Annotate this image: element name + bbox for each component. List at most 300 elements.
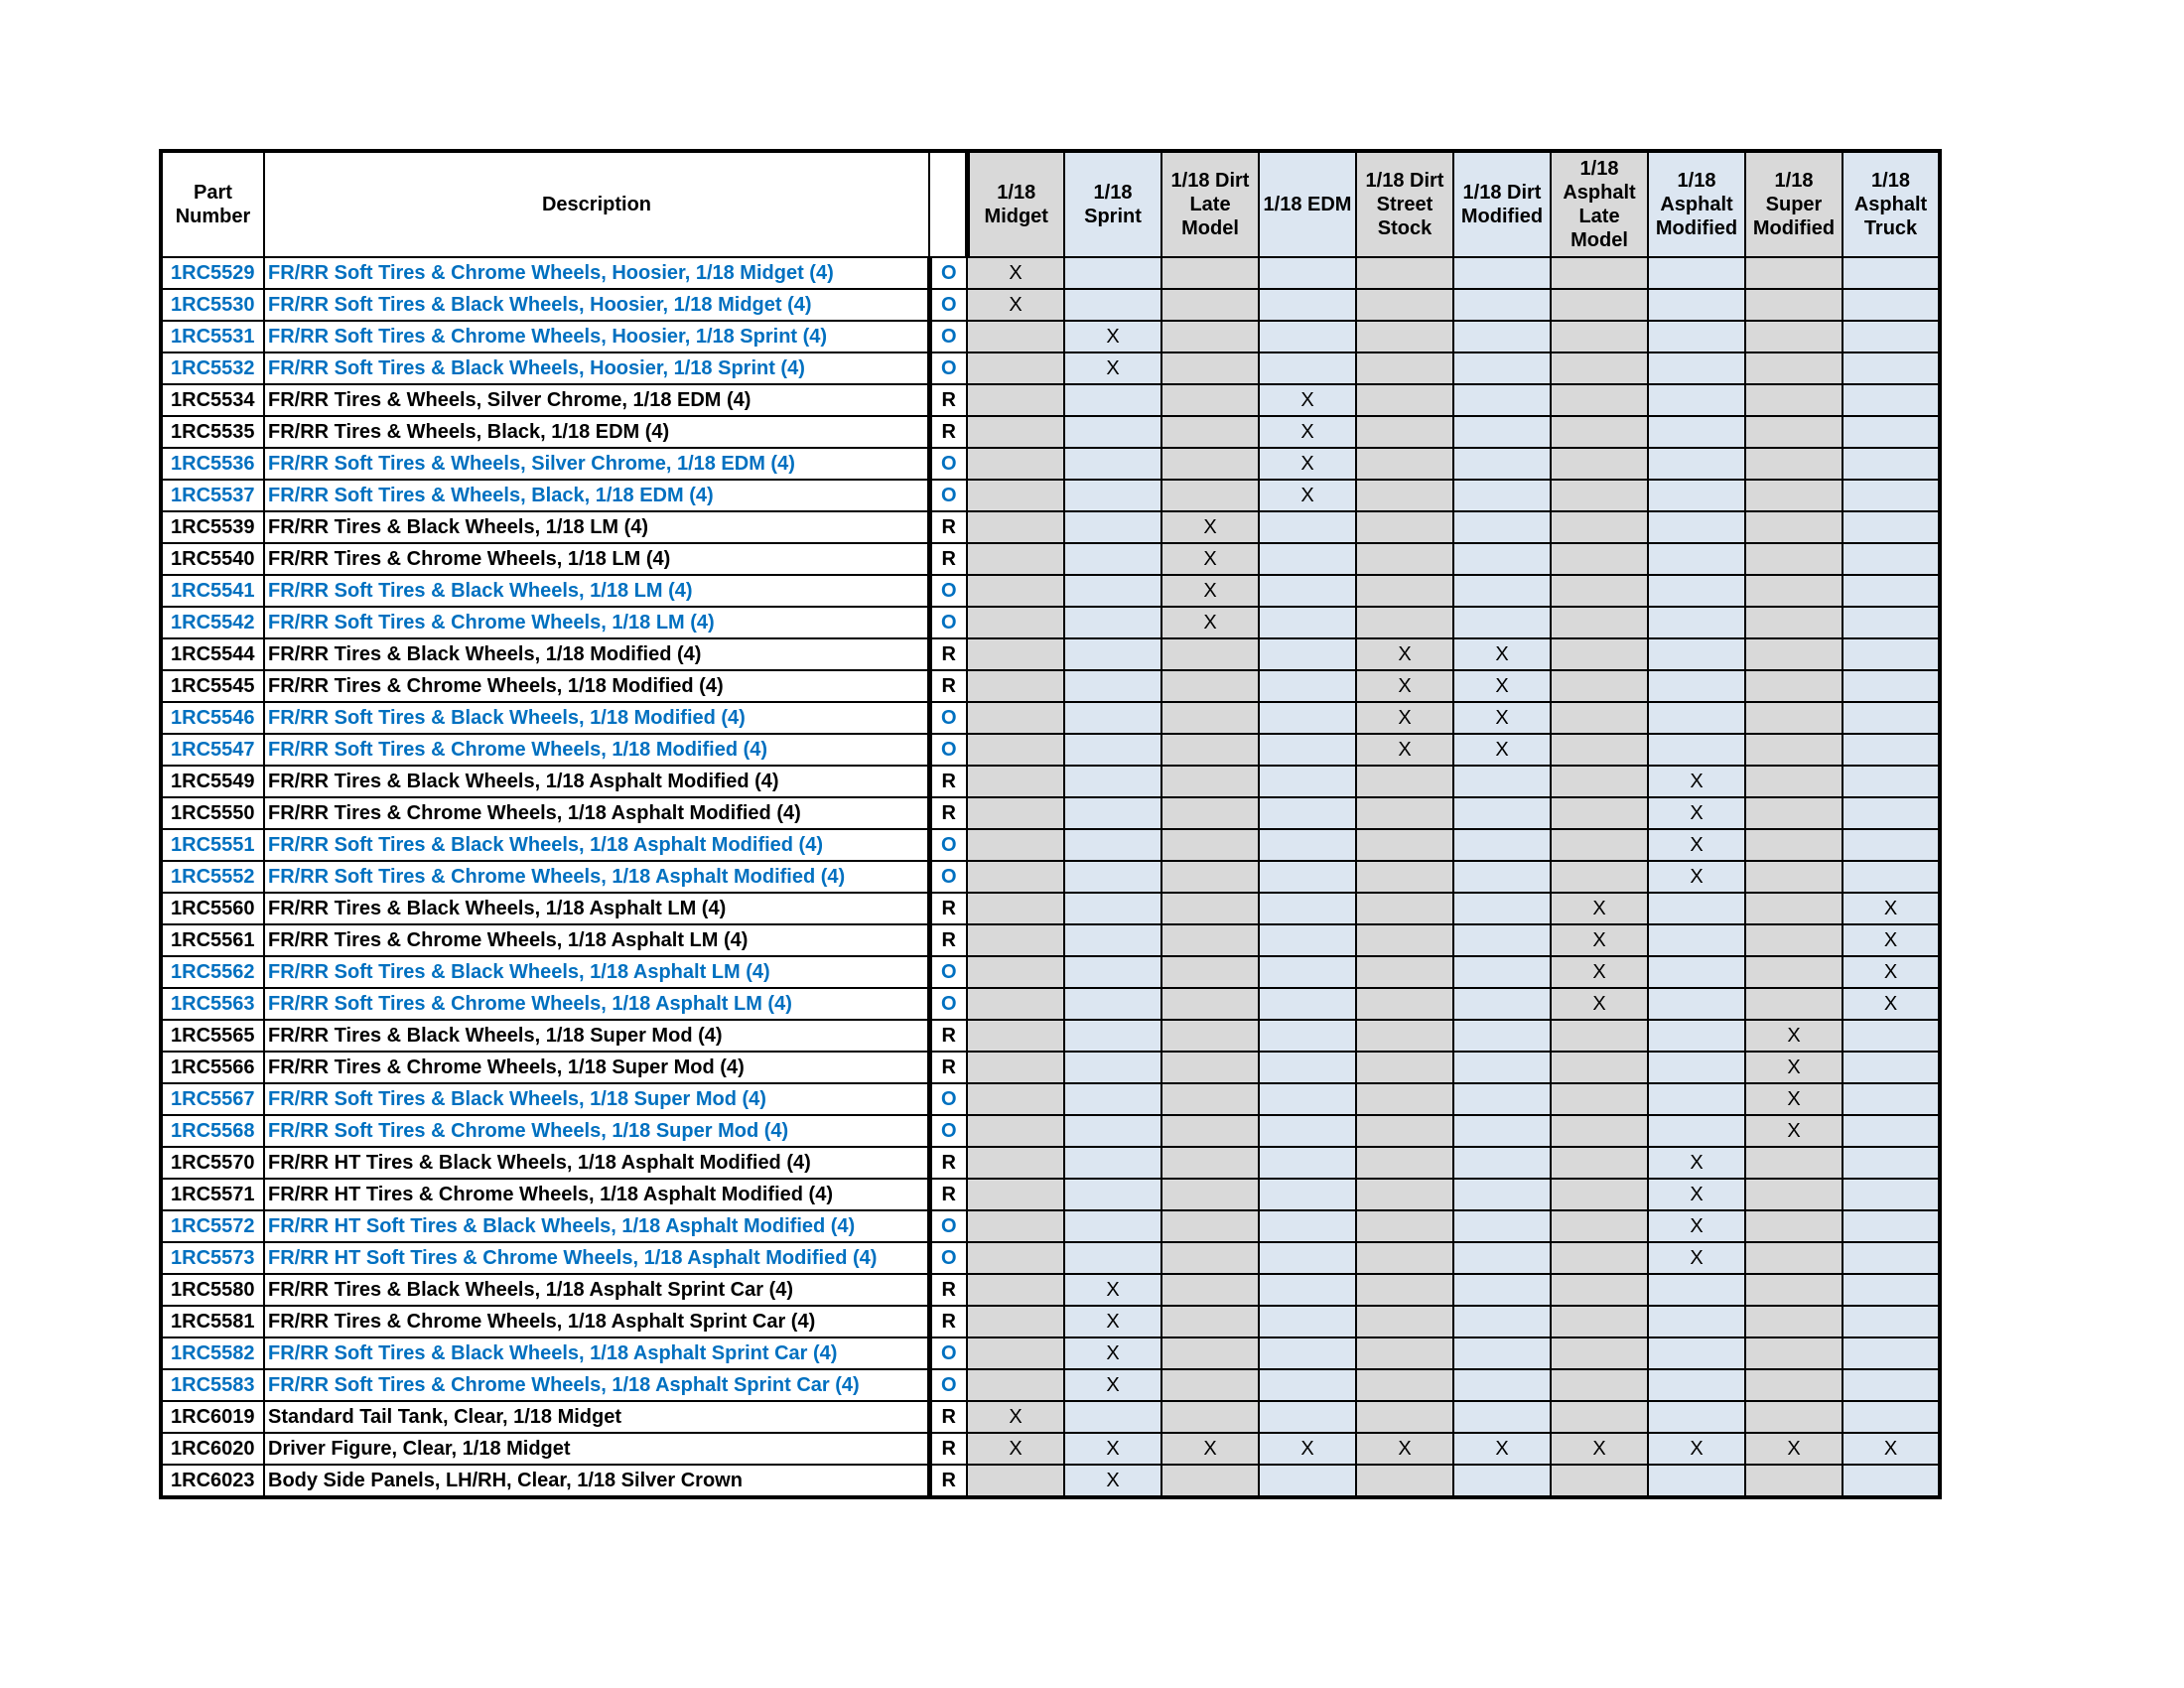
table-row [161, 734, 1940, 766]
compatibility-mark-cell [967, 416, 1064, 448]
compatibility-mark-cell [1259, 575, 1356, 607]
compatibility-mark-cell [1453, 511, 1551, 543]
compatibility-mark-cell: X [1064, 1274, 1161, 1306]
compatibility-mark-cell [1259, 543, 1356, 575]
table-row [161, 1210, 1940, 1242]
compatibility-mark-cell [1356, 257, 1453, 289]
compatibility-mark-cell [1648, 734, 1745, 766]
compatibility-mark-cell [1161, 1083, 1259, 1115]
compatibility-mark-cell [1551, 797, 1648, 829]
compatibility-mark-cell [1551, 1274, 1648, 1306]
table-row [161, 416, 1940, 448]
compatibility-mark-cell: X [1161, 575, 1259, 607]
compatibility-mark-cell [1161, 829, 1259, 861]
compatibility-mark-cell [1551, 257, 1648, 289]
compatibility-mark-cell [1745, 1306, 1843, 1337]
description-cell: FR/RR Tires & Chrome Wheels, 1/18 Asphalt LM (4) [264, 924, 929, 956]
description-cell: FR/RR HT Tires & Black Wheels, 1/18 Asphalt Modified (4) [264, 1147, 929, 1179]
compatibility-mark-cell [1356, 988, 1453, 1020]
compatibility-mark-cell [1551, 1401, 1648, 1433]
compatibility-mark-cell: X [1356, 670, 1453, 702]
code-cell: O [929, 1337, 967, 1369]
compatibility-mark-cell [1064, 448, 1161, 480]
compatibility-mark-cell [1356, 1020, 1453, 1052]
code-cell: R [929, 1465, 967, 1497]
table-row [161, 1147, 1940, 1179]
description-cell: Driver Figure, Clear, 1/18 Midget [264, 1433, 929, 1465]
code-cell: R [929, 416, 967, 448]
compatibility-mark-cell [1551, 1306, 1648, 1337]
description-cell: FR/RR Soft Tires & Chrome Wheels, 1/18 Super Mod (4) [264, 1115, 929, 1147]
compatibility-mark-cell: X [1648, 1179, 1745, 1210]
compatibility-mark-cell [1453, 893, 1551, 924]
table-row [161, 575, 1940, 607]
compatibility-mark-cell [1648, 352, 1745, 384]
table-row [161, 1465, 1940, 1497]
part-number-cell: 1RC5552 [161, 861, 264, 893]
compatibility-mark-cell [1745, 384, 1843, 416]
compatibility-mark-cell [1356, 829, 1453, 861]
compatibility-mark-cell [1745, 416, 1843, 448]
compatibility-mark-cell [1259, 607, 1356, 638]
column-header-asphalt-late-model: 1/18 Asphalt Late Model [1551, 151, 1648, 257]
compatibility-mark-cell [1259, 511, 1356, 543]
compatibility-mark-cell [1356, 1210, 1453, 1242]
compatibility-mark-cell [1745, 480, 1843, 511]
column-header-sprint: 1/18 Sprint [1064, 151, 1161, 257]
table-row [161, 1242, 1940, 1274]
compatibility-mark-cell [1843, 416, 1940, 448]
part-number-cell: 1RC5537 [161, 480, 264, 511]
table-row [161, 988, 1940, 1020]
code-header [929, 151, 967, 257]
compatibility-mark-cell [1551, 321, 1648, 352]
column-header-midget: 1/18 Midget [967, 151, 1064, 257]
compatibility-mark-cell [1745, 1401, 1843, 1433]
compatibility-mark-cell: X [1064, 1337, 1161, 1369]
column-header-dirt-modified: 1/18 Dirt Modified [1453, 151, 1551, 257]
compatibility-mark-cell [1843, 734, 1940, 766]
compatibility-mark-cell [1161, 384, 1259, 416]
compatibility-mark-cell [1551, 384, 1648, 416]
compatibility-mark-cell [1453, 956, 1551, 988]
compatibility-mark-cell [967, 797, 1064, 829]
compatibility-mark-cell [1453, 321, 1551, 352]
compatibility-mark-cell [1064, 1147, 1161, 1179]
description-cell: FR/RR HT Soft Tires & Black Wheels, 1/18 Asphalt Modified (4) [264, 1210, 929, 1242]
compatibility-mark-cell [1843, 289, 1940, 321]
part-number-cell: 1RC5550 [161, 797, 264, 829]
compatibility-mark-cell [967, 575, 1064, 607]
description-cell: FR/RR Soft Tires & Black Wheels, 1/18 Asphalt Modified (4) [264, 829, 929, 861]
compatibility-mark-cell [967, 321, 1064, 352]
description-cell: FR/RR Tires & Black Wheels, 1/18 Asphalt Modified (4) [264, 766, 929, 797]
compatibility-mark-cell [1453, 480, 1551, 511]
compatibility-mark-cell [967, 670, 1064, 702]
table-row [161, 1020, 1940, 1052]
compatibility-mark-cell [1161, 670, 1259, 702]
compatibility-mark-cell [1745, 607, 1843, 638]
compatibility-mark-cell [1259, 1369, 1356, 1401]
part-number-cell: 1RC5546 [161, 702, 264, 734]
compatibility-mark-cell [1064, 1115, 1161, 1147]
compatibility-mark-cell [1259, 924, 1356, 956]
table-row [161, 352, 1940, 384]
part-number-cell: 1RC5545 [161, 670, 264, 702]
compatibility-mark-cell [967, 924, 1064, 956]
compatibility-mark-cell [1356, 893, 1453, 924]
compatibility-mark-cell [1453, 1115, 1551, 1147]
compatibility-mark-cell: X [1648, 829, 1745, 861]
compatibility-mark-cell [1843, 543, 1940, 575]
compatibility-mark-cell: X [1648, 1433, 1745, 1465]
compatibility-mark-cell [1745, 1465, 1843, 1497]
compatibility-mark-cell [1453, 829, 1551, 861]
description-cell: FR/RR Tires & Black Wheels, 1/18 LM (4) [264, 511, 929, 543]
compatibility-mark-cell [1843, 384, 1940, 416]
description-cell: FR/RR Soft Tires & Black Wheels, Hoosier, 1/18 Midget (4) [264, 289, 929, 321]
compatibility-mark-cell [1161, 1369, 1259, 1401]
compatibility-mark-cell [1161, 1242, 1259, 1274]
compatibility-mark-cell [1356, 1083, 1453, 1115]
code-cell: O [929, 1369, 967, 1401]
compatibility-mark-cell [1745, 988, 1843, 1020]
compatibility-mark-cell [1356, 480, 1453, 511]
compatibility-mark-cell [1259, 289, 1356, 321]
part-number-cell: 1RC6019 [161, 1401, 264, 1433]
compatibility-mark-cell: X [1648, 1210, 1745, 1242]
compatibility-mark-cell [1356, 1306, 1453, 1337]
compatibility-mark-cell [1453, 1210, 1551, 1242]
part-number-cell: 1RC5532 [161, 352, 264, 384]
compatibility-mark-cell [1745, 702, 1843, 734]
compatibility-mark-cell [967, 734, 1064, 766]
compatibility-mark-cell [1551, 289, 1648, 321]
column-header-dirt-street-stock: 1/18 Dirt Street Stock [1356, 151, 1453, 257]
compatibility-mark-cell: X [1745, 1433, 1843, 1465]
compatibility-mark-cell [1453, 1369, 1551, 1401]
part-number-cell: 1RC5570 [161, 1147, 264, 1179]
compatibility-mark-cell [1161, 1179, 1259, 1210]
compatibility-mark-cell [1551, 1242, 1648, 1274]
compatibility-mark-cell [1453, 1337, 1551, 1369]
code-cell: R [929, 1052, 967, 1083]
compatibility-mark-cell [967, 956, 1064, 988]
compatibility-mark-cell: X [1259, 480, 1356, 511]
compatibility-mark-cell [1161, 480, 1259, 511]
part-number-cell: 1RC5583 [161, 1369, 264, 1401]
part-number-cell: 1RC5535 [161, 416, 264, 448]
description-cell: FR/RR Soft Tires & Black Wheels, 1/18 Asphalt Sprint Car (4) [264, 1337, 929, 1369]
compatibility-mark-cell [1259, 893, 1356, 924]
table-row [161, 511, 1940, 543]
compatibility-mark-cell [1453, 766, 1551, 797]
compatibility-mark-cell [1843, 321, 1940, 352]
description-cell: FR/RR Soft Tires & Wheels, Black, 1/18 EDM (4) [264, 480, 929, 511]
compatibility-mark-cell [1843, 1369, 1940, 1401]
code-cell: R [929, 1274, 967, 1306]
compatibility-mark-cell [1551, 1052, 1648, 1083]
table-row [161, 607, 1940, 638]
description-cell: FR/RR HT Soft Tires & Chrome Wheels, 1/18 Asphalt Modified (4) [264, 1242, 929, 1274]
description-cell: FR/RR Soft Tires & Chrome Wheels, 1/18 LM (4) [264, 607, 929, 638]
compatibility-mark-cell [1161, 1465, 1259, 1497]
compatibility-mark-cell: X [1551, 893, 1648, 924]
part-number-cell: 1RC6023 [161, 1465, 264, 1497]
compatibility-mark-cell [1064, 829, 1161, 861]
description-cell: FR/RR HT Tires & Chrome Wheels, 1/18 Asphalt Modified (4) [264, 1179, 929, 1210]
code-cell: O [929, 861, 967, 893]
table-row [161, 702, 1940, 734]
compatibility-mark-cell: X [1843, 1433, 1940, 1465]
column-header-asphalt-modified: 1/18 Asphalt Modified [1648, 151, 1745, 257]
compatibility-mark-cell [1843, 480, 1940, 511]
compatibility-mark-cell [967, 1052, 1064, 1083]
compatibility-mark-cell [1064, 1052, 1161, 1083]
table-row [161, 956, 1940, 988]
compatibility-mark-cell [1356, 384, 1453, 416]
table-row [161, 1306, 1940, 1337]
compatibility-mark-cell [1745, 1369, 1843, 1401]
compatibility-mark-cell [1161, 924, 1259, 956]
compatibility-mark-cell [1551, 829, 1648, 861]
compatibility-mark-cell [1064, 384, 1161, 416]
compatibility-mark-cell [1161, 734, 1259, 766]
table-row [161, 797, 1940, 829]
compatibility-mark-cell [1843, 1020, 1940, 1052]
compatibility-mark-cell [1648, 956, 1745, 988]
compatibility-mark-cell [1551, 670, 1648, 702]
compatibility-mark-cell [1064, 988, 1161, 1020]
compatibility-mark-cell [1259, 1115, 1356, 1147]
compatibility-mark-cell [1064, 1179, 1161, 1210]
compatibility-mark-cell [1745, 1337, 1843, 1369]
compatibility-mark-cell [1356, 1147, 1453, 1179]
compatibility-mark-cell: X [1745, 1083, 1843, 1115]
compatibility-mark-cell [1259, 1083, 1356, 1115]
compatibility-mark-cell [967, 702, 1064, 734]
compatibility-mark-cell [967, 861, 1064, 893]
compatibility-mark-cell [1259, 638, 1356, 670]
compatibility-mark-cell [1551, 416, 1648, 448]
part-number-cell: 1RC5540 [161, 543, 264, 575]
code-cell: O [929, 607, 967, 638]
compatibility-mark-cell [1453, 1083, 1551, 1115]
compatibility-mark-cell [1648, 480, 1745, 511]
compatibility-mark-cell [1648, 1083, 1745, 1115]
compatibility-mark-cell: X [1843, 956, 1940, 988]
table-row [161, 1401, 1940, 1433]
compatibility-mark-cell [1259, 1401, 1356, 1433]
description-cell: FR/RR Tires & Chrome Wheels, 1/18 Asphalt Modified (4) [264, 797, 929, 829]
compatibility-mark-cell [1551, 1465, 1648, 1497]
compatibility-mark-cell [1453, 289, 1551, 321]
compatibility-mark-cell [1453, 861, 1551, 893]
code-cell: O [929, 829, 967, 861]
compatibility-mark-cell: X [1064, 321, 1161, 352]
compatibility-mark-cell [1161, 1401, 1259, 1433]
compatibility-mark-cell [1064, 924, 1161, 956]
compatibility-mark-cell [1356, 543, 1453, 575]
code-cell: O [929, 988, 967, 1020]
compatibility-mark-cell [1453, 352, 1551, 384]
part-number-cell: 1RC5560 [161, 893, 264, 924]
part-number-cell: 1RC5580 [161, 1274, 264, 1306]
compatibility-mark-cell [967, 543, 1064, 575]
table-row [161, 893, 1940, 924]
compatibility-mark-cell [1648, 1115, 1745, 1147]
compatibility-mark-cell [1745, 575, 1843, 607]
compatibility-mark-cell [1453, 607, 1551, 638]
compatibility-mark-cell [1648, 702, 1745, 734]
compatibility-mark-cell [1161, 1147, 1259, 1179]
compatibility-mark-cell [1843, 1179, 1940, 1210]
compatibility-mark-cell [1453, 1147, 1551, 1179]
compatibility-mark-cell [1356, 861, 1453, 893]
compatibility-mark-cell [1551, 702, 1648, 734]
compatibility-mark-cell [1648, 1274, 1745, 1306]
compatibility-mark-cell [1648, 1052, 1745, 1083]
compatibility-mark-cell: X [1745, 1052, 1843, 1083]
description-cell: Body Side Panels, LH/RH, Clear, 1/18 Silver Crown [264, 1465, 929, 1497]
compatibility-mark-cell [1064, 1242, 1161, 1274]
compatibility-mark-cell: X [967, 1433, 1064, 1465]
compatibility-mark-cell [1356, 1242, 1453, 1274]
code-cell: O [929, 702, 967, 734]
compatibility-mark-cell [1843, 797, 1940, 829]
part-number-cell: 1RC5542 [161, 607, 264, 638]
compatibility-mark-cell [1745, 1210, 1843, 1242]
code-cell: R [929, 670, 967, 702]
compatibility-mark-cell [967, 766, 1064, 797]
compatibility-mark-cell [1064, 1083, 1161, 1115]
part-number-cell: 1RC5561 [161, 924, 264, 956]
table-row [161, 448, 1940, 480]
compatibility-mark-cell: X [1551, 1433, 1648, 1465]
compatibility-mark-cell [1161, 289, 1259, 321]
compatibility-mark-cell: X [1259, 384, 1356, 416]
code-cell: R [929, 1401, 967, 1433]
compatibility-mark-cell [1843, 638, 1940, 670]
compatibility-mark-cell: X [1453, 734, 1551, 766]
compatibility-mark-cell [1551, 766, 1648, 797]
compatibility-mark-cell [1745, 1179, 1843, 1210]
compatibility-mark-cell: X [1356, 638, 1453, 670]
table-row [161, 1369, 1940, 1401]
compatibility-mark-cell [1843, 766, 1940, 797]
compatibility-mark-cell [1356, 321, 1453, 352]
compatibility-mark-cell [1745, 352, 1843, 384]
compatibility-mark-cell [1648, 543, 1745, 575]
compatibility-mark-cell [1745, 766, 1843, 797]
table-row [161, 480, 1940, 511]
compatibility-mark-cell [1843, 1274, 1940, 1306]
compatibility-mark-cell [1745, 321, 1843, 352]
compatibility-mark-cell [1259, 1052, 1356, 1083]
compatibility-mark-cell [1745, 1147, 1843, 1179]
description-cell: FR/RR Tires & Wheels, Silver Chrome, 1/18 EDM (4) [264, 384, 929, 416]
compatibility-mark-cell [1161, 797, 1259, 829]
compatibility-mark-cell [967, 384, 1064, 416]
part-number-cell: 1RC5571 [161, 1179, 264, 1210]
compatibility-mark-cell [1648, 988, 1745, 1020]
compatibility-mark-cell [1453, 575, 1551, 607]
compatibility-mark-cell [1453, 1306, 1551, 1337]
table-row [161, 1337, 1940, 1369]
compatibility-mark-cell: X [1453, 638, 1551, 670]
compatibility-mark-cell [1064, 289, 1161, 321]
compatibility-mark-cell [1551, 1083, 1648, 1115]
compatibility-mark-cell: X [1648, 861, 1745, 893]
description-cell: FR/RR Soft Tires & Wheels, Silver Chrome, 1/18 EDM (4) [264, 448, 929, 480]
column-header-super-modified: 1/18 Super Modified [1745, 151, 1843, 257]
compatibility-mark-cell [1259, 1337, 1356, 1369]
table-row [161, 670, 1940, 702]
compatibility-mark-cell [1356, 289, 1453, 321]
header-row [161, 151, 1940, 257]
compatibility-mark-cell [967, 1274, 1064, 1306]
compatibility-mark-cell [1551, 1179, 1648, 1210]
compatibility-mark-cell [1259, 829, 1356, 861]
compatibility-mark-cell [1356, 1179, 1453, 1210]
compatibility-mark-cell [1453, 1401, 1551, 1433]
compatibility-mark-cell [1064, 956, 1161, 988]
compatibility-mark-cell [1843, 448, 1940, 480]
table-row [161, 1115, 1940, 1147]
code-cell: R [929, 893, 967, 924]
compatibility-mark-cell: X [1551, 924, 1648, 956]
compatibility-mark-cell [1551, 1020, 1648, 1052]
compatibility-mark-cell [1356, 1465, 1453, 1497]
compatibility-mark-cell [1551, 734, 1648, 766]
code-cell: R [929, 766, 967, 797]
compatibility-mark-cell [1259, 1306, 1356, 1337]
compatibility-mark-cell: X [1161, 1433, 1259, 1465]
compatibility-mark-cell [1259, 1020, 1356, 1052]
compatibility-mark-cell [1551, 575, 1648, 607]
compatibility-mark-cell [1453, 416, 1551, 448]
part-number-cell: 1RC5573 [161, 1242, 264, 1274]
compatibility-mark-cell [1161, 352, 1259, 384]
description-cell: FR/RR Soft Tires & Black Wheels, Hoosier, 1/18 Sprint (4) [264, 352, 929, 384]
compatibility-mark-cell [1843, 670, 1940, 702]
code-cell: O [929, 289, 967, 321]
table-row [161, 384, 1940, 416]
compatibility-mark-cell [1843, 1306, 1940, 1337]
code-cell: R [929, 543, 967, 575]
code-cell: O [929, 956, 967, 988]
compatibility-mark-cell: X [1259, 416, 1356, 448]
compatibility-mark-cell [1551, 607, 1648, 638]
compatibility-mark-cell [1453, 543, 1551, 575]
table-row [161, 924, 1940, 956]
compatibility-mark-cell [1843, 1115, 1940, 1147]
compatibility-mark-cell [967, 1210, 1064, 1242]
description-cell: FR/RR Soft Tires & Black Wheels, 1/18 Modified (4) [264, 702, 929, 734]
compatibility-mark-cell [967, 607, 1064, 638]
compatibility-mark-cell [1356, 575, 1453, 607]
compatibility-mark-cell [1064, 734, 1161, 766]
compatibility-mark-cell [1551, 448, 1648, 480]
compatibility-mark-cell [1064, 893, 1161, 924]
compatibility-mark-cell [967, 352, 1064, 384]
column-header-asphalt-truck: 1/18 Asphalt Truck [1843, 151, 1940, 257]
compatibility-mark-cell [1843, 1083, 1940, 1115]
compatibility-mark-cell [967, 511, 1064, 543]
compatibility-mark-cell [1648, 321, 1745, 352]
compatibility-mark-cell: X [1259, 448, 1356, 480]
compatibility-mark-cell [967, 988, 1064, 1020]
